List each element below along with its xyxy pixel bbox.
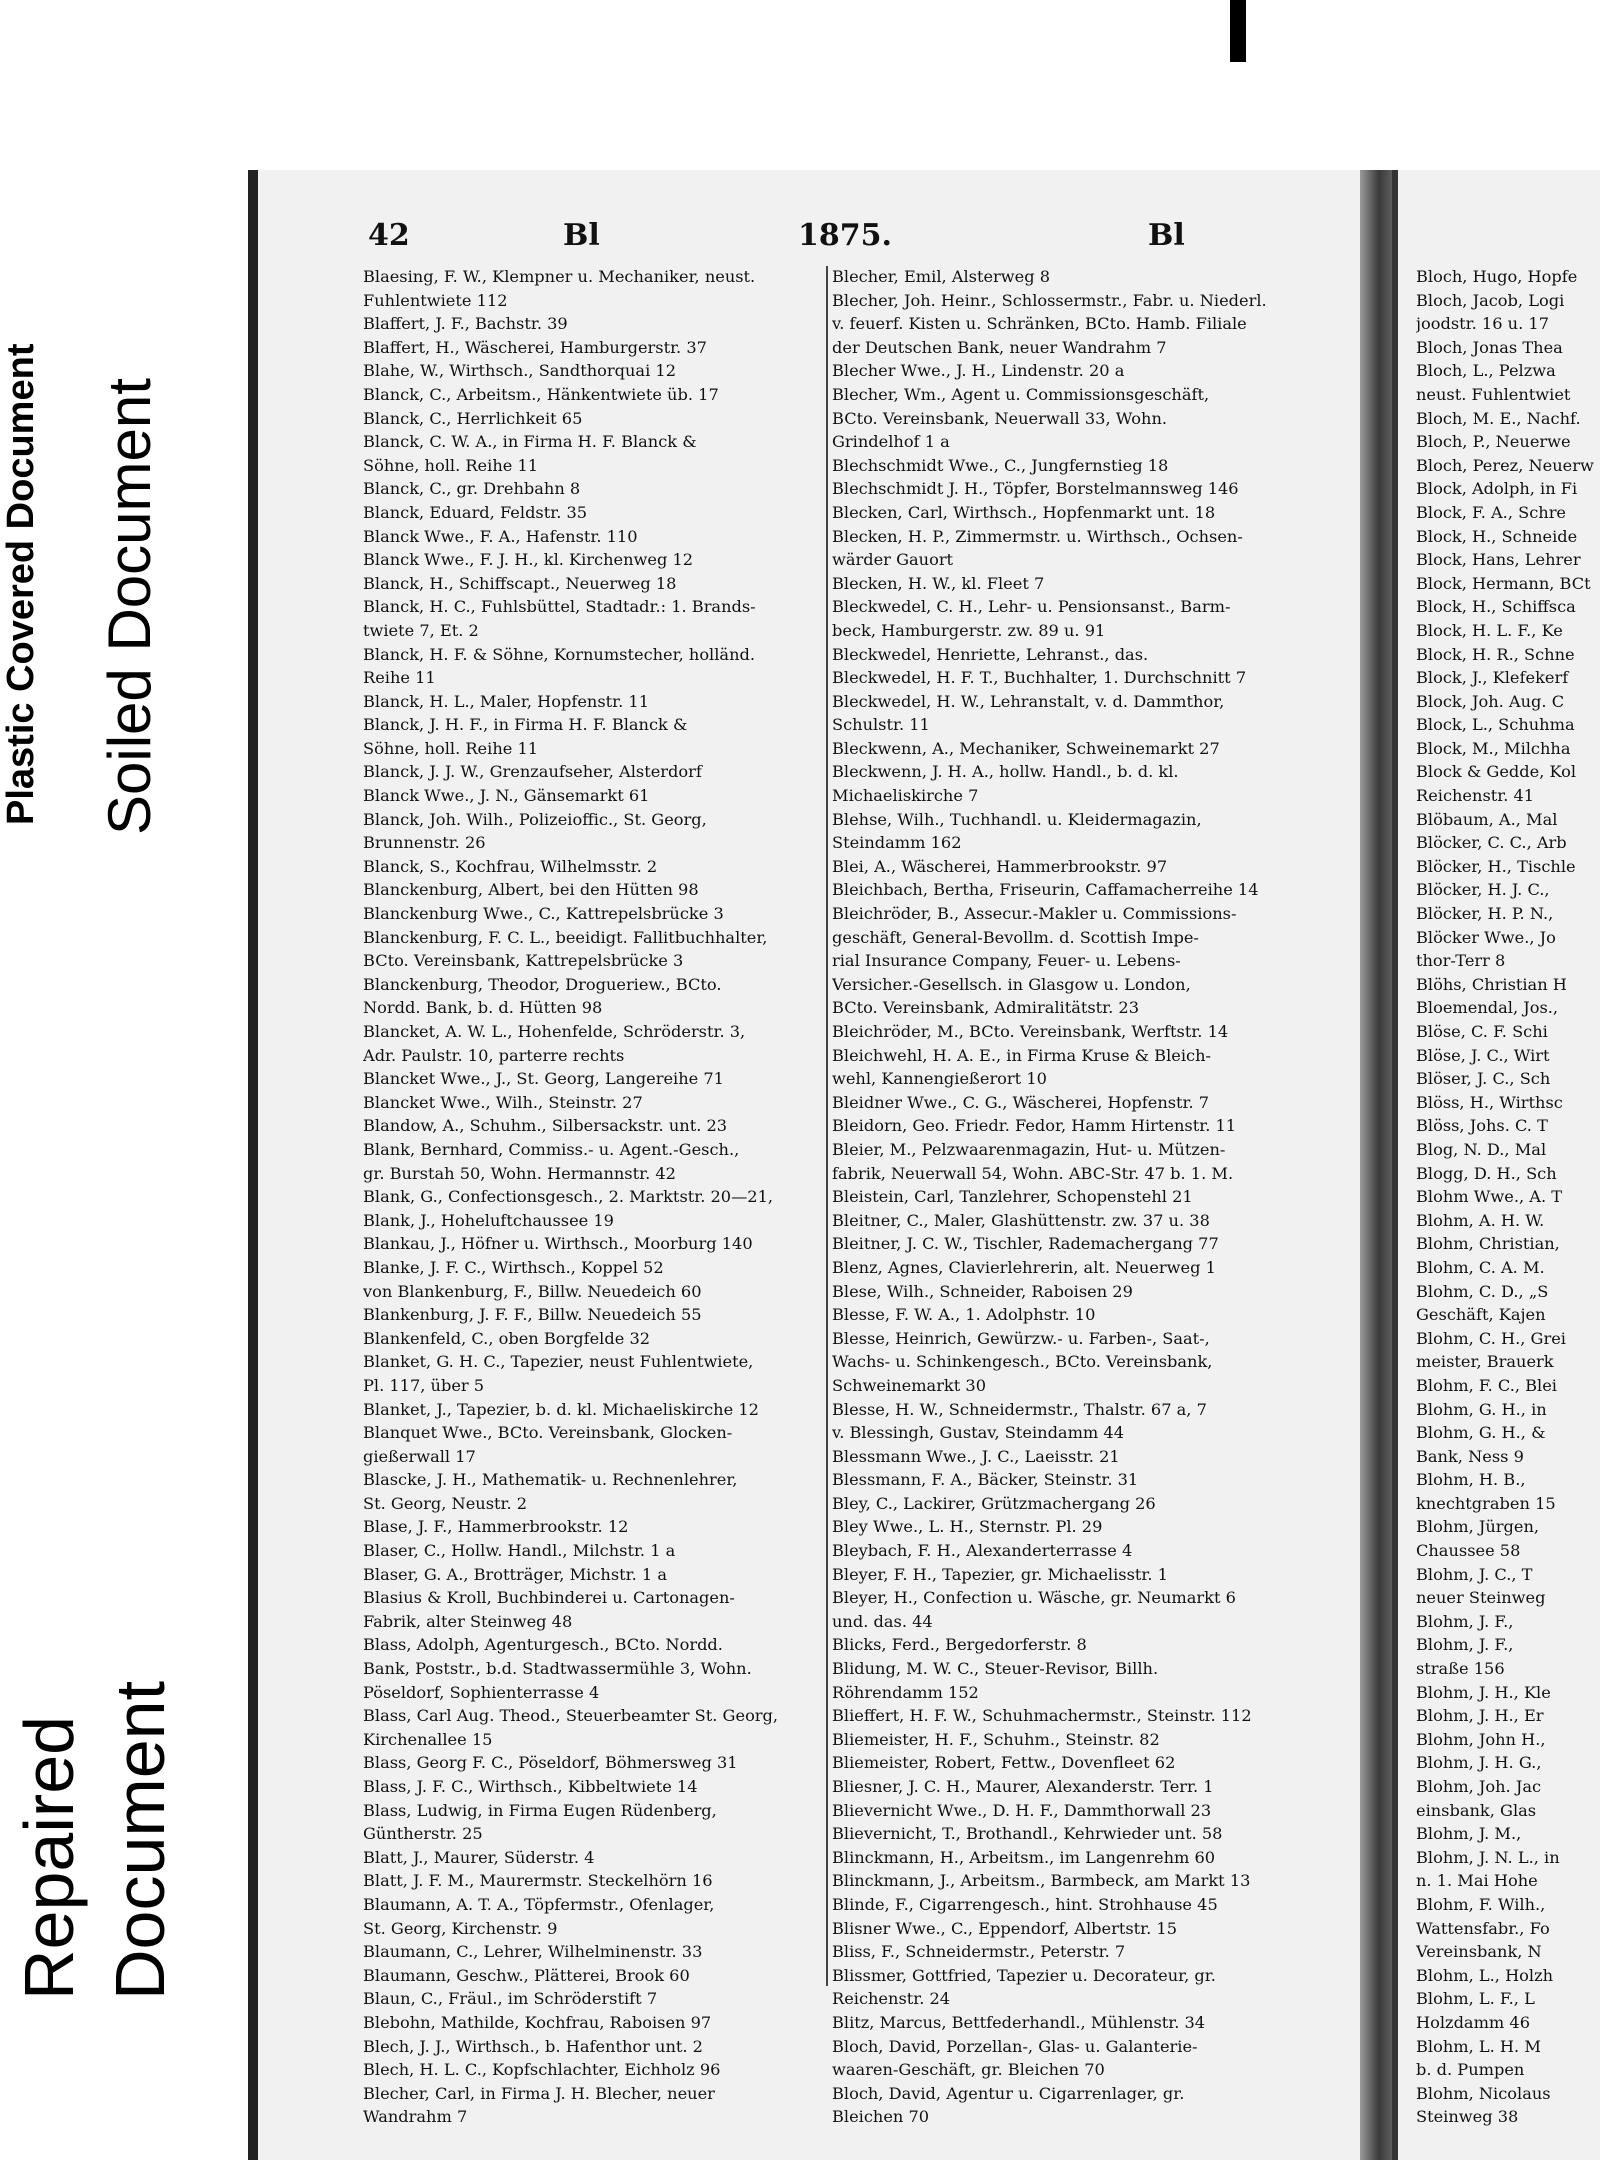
- directory-entry: Blanket, J., Tapezier, b. d. kl. Michaeliskirche 12: [363, 1399, 759, 1419]
- directory-entry: Blanket, G. H. C., Tapezier, neust Fuhlentwiete,: [363, 1352, 754, 1372]
- directory-entry: Blöcker, H. J. C.,: [1416, 880, 1550, 900]
- directory-entry: und. das. 44: [832, 1611, 933, 1631]
- directory-entry: Bleckwedel, Henriette, Lehranst., das.: [832, 644, 1149, 664]
- directory-entry: Bleichwehl, H. A. E., in Firma Kruse & Bleich-: [832, 1045, 1211, 1065]
- directory-entry: Blech, H. L. C., Kopfschlachter, Eichholz 96: [363, 2060, 721, 2080]
- directory-entry: BCto. Vereinsbank, Neuerwall 33, Wohn.: [832, 408, 1168, 428]
- directory-entry: Blaffert, H., Wäscherei, Hamburgerstr. 37: [363, 337, 707, 357]
- directory-entry: Blohm, C. H., Grei: [1416, 1328, 1566, 1348]
- directory-entry: Blanckenburg Wwe., C., Kattrepelsbrücke 3: [363, 904, 724, 924]
- page-number: 42: [368, 218, 410, 253]
- directory-entry: Blöbaum, A., Mal: [1416, 809, 1558, 829]
- page-edge-shadow: [1230, 0, 1246, 62]
- directory-entry: Grindelhof 1 a: [832, 432, 950, 452]
- directory-entry: straße 156: [1416, 1659, 1505, 1679]
- directory-entry: Fuhlentwiete 112: [363, 290, 508, 310]
- directory-entry: Blank, G., Confectionsgesch., 2. Marktstr. 20—21,: [363, 1187, 774, 1207]
- directory-entry: Bloch, Hugo, Hopfe: [1416, 267, 1578, 286]
- directory-entry: Bleichbach, Bertha, Friseurin, Caffamacherreihe 14: [832, 880, 1259, 900]
- directory-entry: Blanck, Joh. Wilh., Polizeioffic., St. Georg,: [363, 809, 707, 829]
- directory-entry: Blechschmidt J. H., Töpfer, Borstelmannsweg 146: [832, 479, 1239, 499]
- header-year: 1875.: [798, 218, 892, 253]
- directory-entry: Blohm, A. H. W.: [1416, 1210, 1545, 1230]
- directory-entry: Blesse, F. W. A., 1. Adolphstr. 10: [832, 1305, 1096, 1325]
- directory-entry: Bliemeister, H. F., Schuhm., Steinstr. 82: [832, 1729, 1160, 1749]
- directory-entry: Reichenstr. 24: [832, 1989, 951, 2009]
- directory-entry: Blohm, J. H. G.,: [1416, 1753, 1542, 1773]
- directory-entry: Blecher, Emil, Alsterweg 8: [832, 267, 1051, 286]
- directory-entry: Bleitner, J. C. W., Tischler, Rademachergang 77: [832, 1234, 1219, 1254]
- directory-entry: Blass, Ludwig, in Firma Eugen Rüdenberg,: [363, 1800, 717, 1820]
- directory-entry: neuer Steinweg: [1416, 1588, 1546, 1608]
- middle-column: [832, 265, 1280, 2129]
- directory-entry: BCto. Vereinsbank, Admiralitätstr. 23: [832, 998, 1140, 1018]
- directory-entry: Bloch, David, Porzellan-, Glas- u. Galanterie-: [832, 2036, 1198, 2056]
- header-left-key: Bl: [563, 218, 600, 253]
- directory-entry: Blanck, H., Schiffscapt., Neuerweg 18: [363, 573, 677, 593]
- directory-entry: Wandrahm 7: [363, 2107, 468, 2127]
- directory-entry: Blohm, J. M.,: [1416, 1824, 1522, 1844]
- directory-entry: Blass, Carl Aug. Theod., Steuerbeamter St. Georg,: [363, 1706, 779, 1726]
- directory-entry: Blass, Adolph, Agenturgesch., BCto. Nordd.: [363, 1635, 723, 1655]
- directory-entry: n. 1. Mai Hohe: [1416, 1871, 1538, 1891]
- directory-entry: Blanck, J. H. F., in Firma H. F. Blanck &: [363, 715, 688, 735]
- directory-entry: Söhne, holl. Reihe 11: [363, 455, 539, 475]
- directory-entry: Blohm, G. H., &: [1416, 1423, 1546, 1443]
- directory-entry: Reichenstr. 41: [1416, 786, 1535, 806]
- directory-entry: Blanck, H. F. & Söhne, Kornumstecher, holländ.: [363, 644, 755, 664]
- directory-entry: Blecher, Wm., Agent u. Commissionsgeschäft,: [832, 384, 1210, 404]
- directory-entry: Blohm, J. F.,: [1416, 1611, 1514, 1631]
- directory-entry: Blohm, J. C., T: [1416, 1564, 1533, 1584]
- directory-entry: Güntherstr. 25: [363, 1824, 483, 1844]
- directory-entry: Blohm, J. F.,: [1416, 1635, 1514, 1655]
- directory-entry: Blanck, C., Herrlichkeit 65: [363, 408, 583, 428]
- directory-entry: Blatt, J. F. M., Maurermstr. Steckelhörn 16: [363, 1871, 713, 1891]
- directory-entry: b. d. Pumpen: [1416, 2060, 1525, 2080]
- directory-entry: Blohm, Nicolaus: [1416, 2083, 1551, 2103]
- directory-entry: Blohm, J. H., Kle: [1416, 1682, 1551, 1702]
- directory-entry: Steindamm 162: [832, 833, 962, 853]
- directory-entry: Blanck Wwe., J. N., Gänsemarkt 61: [363, 786, 650, 806]
- directory-entry: Holzdamm 46: [1416, 2012, 1531, 2032]
- directory-entry: Blasius & Kroll, Buchbinderei u. Cartonagen-: [363, 1588, 735, 1608]
- directory-entry: Bleckwenn, J. H. A., hollw. Handl., b. d. kl.: [832, 762, 1179, 782]
- directory-entry: Blech, J. J., Wirthsch., b. Hafenthor unt. 2: [363, 2036, 703, 2056]
- directory-entry: Bank, Poststr., b.d. Stadtwassermühle 3, Wohn.: [363, 1659, 752, 1679]
- directory-entry: Blohm, J. H., Er: [1416, 1706, 1544, 1726]
- directory-entry: Blanckenburg, Albert, bei den Hütten 98: [363, 880, 699, 900]
- directory-entry: Blanck, S., Kochfrau, Wilhelmsstr. 2: [363, 856, 658, 876]
- directory-entry: Schulstr. 11: [832, 715, 930, 735]
- directory-entry: St. Georg, Kirchenstr. 9: [363, 1918, 558, 1938]
- directory-entry: Blohm, F. Wilh.,: [1416, 1894, 1546, 1914]
- directory-entry: Blöcker, H. P. N.,: [1416, 904, 1554, 924]
- directory-entry: Blieffert, H. F. W., Schuhmachermstr., Steinstr. 112: [832, 1706, 1252, 1726]
- directory-entry: Bliesner, J. C. H., Maurer, Alexanderstr. Terr. 1: [832, 1777, 1214, 1796]
- directory-entry: Blese, Wilh., Schneider, Raboisen 29: [832, 1281, 1133, 1301]
- directory-entry: von Blankenburg, F., Billw. Neuedeich 60: [363, 1281, 702, 1301]
- directory-entry: Blohm, Jürgen,: [1416, 1517, 1540, 1537]
- directory-entry: Bleichröder, B., Assecur.-Makler u. Commissions-: [832, 904, 1237, 924]
- directory-entry: Blöse, J. C., Wirt: [1416, 1045, 1550, 1065]
- directory-entry: Blancket Wwe., J., St. Georg, Langereihe 71: [363, 1069, 724, 1089]
- directory-entry: joodstr. 16 u. 17: [1416, 314, 1549, 334]
- soiled-document-label: Soiled Document: [96, 378, 163, 835]
- directory-entry: Blanck, C., Arbeitsm., Hänkentwiete üb. 17: [363, 384, 719, 404]
- directory-entry: Block, H., Schneide: [1416, 526, 1578, 546]
- directory-entry: Blankenfeld, C., oben Borgfelde 32: [363, 1328, 651, 1348]
- directory-entry: Blass, Georg F. C., Pöseldorf, Böhmersweg 31: [363, 1753, 738, 1773]
- directory-entry: Blanck, Eduard, Feldstr. 35: [363, 502, 588, 522]
- directory-entry: Block, L., Schuhma: [1416, 715, 1575, 735]
- directory-entry: Bloch, Jonas Thea: [1416, 337, 1563, 357]
- directory-entry: Chaussee 58: [1416, 1541, 1521, 1561]
- directory-entry: Blandow, A., Schuhm., Silbersackstr. unt. 23: [363, 1116, 728, 1136]
- directory-entry: Blohm, L. F., L: [1416, 1989, 1535, 2009]
- directory-entry: Blitz, Marcus, Bettfederhandl., Mühlenstr. 34: [832, 2012, 1206, 2032]
- left-column: [363, 265, 821, 2129]
- directory-entry: Bleidorn, Geo. Friedr. Fedor, Hamm Hirtenstr. 11: [832, 1116, 1237, 1136]
- directory-entry: Blecher, Carl, in Firma J. H. Blecher, neuer: [363, 2083, 715, 2103]
- directory-entry: Blecken, H. W., kl. Fleet 7: [832, 573, 1045, 593]
- directory-entry: Blecken, Carl, Wirthsch., Hopfenmarkt unt. 18: [832, 502, 1216, 522]
- directory-entry: Blogg, D. H., Sch: [1416, 1163, 1557, 1183]
- directory-entry: Bloemendal, Jos.,: [1416, 998, 1559, 1018]
- directory-entry: Fabrik, alter Steinweg 48: [363, 1611, 573, 1631]
- directory-entry: Blöcker, C. C., Arb: [1416, 833, 1567, 853]
- directory-entry: Bleckwedel, H. F. T., Buchhalter, 1. Durchschnitt 7: [832, 668, 1247, 688]
- directory-entry: Michaeliskirche 7: [832, 786, 979, 806]
- directory-entry: Bliss, F., Schneidermstr., Peterstr. 7: [832, 1942, 1126, 1962]
- directory-entry: meister, Brauerk: [1416, 1352, 1554, 1372]
- directory-entry: Blaun, C., Fräul., im Schröderstift 7: [363, 1989, 658, 2009]
- directory-entry: Steinweg 38: [1416, 2107, 1519, 2127]
- directory-entry: Blechschmidt Wwe., C., Jungfernstieg 18: [832, 455, 1169, 475]
- directory-entry: knechtgraben 15: [1416, 1493, 1556, 1513]
- directory-entry: neust. Fuhlentwiet: [1416, 384, 1571, 404]
- directory-entry: Blievernicht Wwe., D. H. F., Dammthorwall 23: [832, 1800, 1212, 1820]
- directory-entry: Blinckmann, H., Arbeitsm., im Langenrehm 60: [832, 1847, 1216, 1867]
- directory-entry: Blöser, J. C., Sch: [1416, 1069, 1551, 1089]
- repaired-label: Repaired: [10, 1715, 88, 2000]
- directory-entry: einsbank, Glas: [1416, 1800, 1537, 1820]
- directory-entry: Brunnenstr. 26: [363, 833, 486, 853]
- directory-entry: Blöss, H., Wirthsc: [1416, 1092, 1563, 1112]
- directory-entry: Blancket Wwe., Wilh., Steinstr. 27: [363, 1092, 643, 1112]
- directory-entry: Bleitner, C., Maler, Glashüttenstr. zw. 37 u. 38: [832, 1210, 1210, 1230]
- directory-entry: Bloch, L., Pelzwa: [1416, 361, 1556, 381]
- directory-entry: Bleistein, Carl, Tanzlehrer, Schopenstehl 21: [832, 1187, 1193, 1207]
- directory-entry: Blanck, J. J. W., Grenzaufseher, Alsterdorf: [363, 762, 702, 782]
- directory-entry: Blascke, J. H., Mathematik- u. Rechnenlehrer,: [363, 1470, 738, 1490]
- directory-entry: St. Georg, Neustr. 2: [363, 1493, 528, 1513]
- directory-entry: Blohm, L. H. M: [1416, 2036, 1541, 2056]
- directory-entry: Pöseldorf, Sophienterrasse 4: [363, 1682, 600, 1702]
- directory-entry: Bleichen 70: [832, 2107, 930, 2127]
- directory-entry: Block, J., Klefekerf: [1416, 668, 1569, 688]
- directory-entry: Blahe, W., Wirthsch., Sandthorquai 12: [363, 361, 676, 381]
- directory-entry: Blancket, A. W. L., Hohenfelde, Schröderstr. 3,: [363, 1022, 746, 1041]
- directory-entry: Bliemeister, Robert, Fettw., Dovenfleet 62: [832, 1753, 1176, 1773]
- directory-entry: Bloch, Jacob, Logi: [1416, 290, 1565, 310]
- directory-entry: Bloch, M. E., Nachf.: [1416, 408, 1581, 428]
- directory-entry: Bloch, Perez, Neuerw: [1416, 455, 1594, 475]
- directory-entry: BCto. Vereinsbank, Kattrepelsbrücke 3: [363, 951, 684, 971]
- directory-entry: Blei, A., Wäscherei, Hammerbrookstr. 97: [832, 856, 1168, 876]
- right-page-column: [1416, 265, 1600, 2129]
- directory-entry: gr. Burstah 50, Wohn. Hermannstr. 42: [363, 1163, 676, 1183]
- directory-entry: Bley, C., Lackirer, Grützmachergang 26: [832, 1493, 1156, 1513]
- directory-entry: Blank, J., Hoheluftchaussee 19: [363, 1210, 614, 1230]
- directory-entry: Röhrendamm 152: [832, 1682, 979, 1702]
- directory-entry: Bleckwedel, C. H., Lehr- u. Pensionsanst., Barm-: [832, 597, 1231, 617]
- directory-entry: v. feuerf. Kisten u. Schränken, BCto. Hamb. Filiale: [832, 314, 1247, 334]
- directory-entry: Blanck, C., gr. Drehbahn 8: [363, 479, 581, 499]
- directory-entry: twiete 7, Et. 2: [363, 620, 479, 640]
- directory-entry: Blanquet Wwe., BCto. Vereinsbank, Glocken-: [363, 1423, 733, 1443]
- directory-entry: Blaser, G. A., Brotträger, Michstr. 1 a: [363, 1564, 668, 1584]
- directory-entry: Block & Gedde, Kol: [1416, 762, 1577, 782]
- directory-entry: Adr. Paulstr. 10, parterre rechts: [363, 1045, 625, 1065]
- directory-entry: Blecken, H. P., Zimmermstr. u. Wirthsch., Ochsen-: [832, 526, 1243, 546]
- directory-entry: Blinde, F., Cigarrengesch., hint. Strohhause 45: [832, 1894, 1218, 1914]
- directory-entry: Blinckmann, J., Arbeitsm., Barmbeck, am Markt 13: [832, 1871, 1251, 1891]
- side-labels: [0, 0, 250, 2177]
- directory-entry: Geschäft, Kajen: [1416, 1305, 1546, 1325]
- directory-entry: Blöcker, H., Tischle: [1416, 856, 1576, 876]
- directory-entry: Blaser, C., Hollw. Handl., Milchstr. 1 a: [363, 1541, 676, 1561]
- repaired-document-label: Document: [101, 1680, 179, 2000]
- directory-entry: Blohm, H. B.,: [1416, 1470, 1526, 1490]
- directory-entry: Blecher Wwe., J. H., Lindenstr. 20 a: [832, 361, 1125, 381]
- directory-entry: Blank, Bernhard, Commiss.- u. Agent.-Gesch.,: [363, 1139, 740, 1159]
- column-divider: [826, 266, 828, 1986]
- directory-entry: thor-Terr 8: [1416, 951, 1506, 971]
- directory-entry: Bley Wwe., L. H., Sternstr. Pl. 29: [832, 1517, 1103, 1537]
- directory-entry: Bleier, M., Pelzwaarenmagazin, Hut- u. Mützen-: [832, 1139, 1226, 1159]
- directory-entry: Blesse, H. W., Schneidermstr., Thalstr. 67 a, 7: [832, 1399, 1207, 1419]
- directory-entry: Blessmann Wwe., J. C., Laeisstr. 21: [832, 1446, 1120, 1466]
- directory-entry: Blievernicht, T., Brothandl., Kehrwieder unt. 58: [832, 1824, 1223, 1844]
- directory-entry: Bloch, David, Agentur u. Cigarrenlager, gr.: [832, 2083, 1185, 2103]
- directory-entry: Blicks, Ferd., Bergedorferstr. 8: [832, 1635, 1087, 1655]
- directory-entry: Block, H. L. F., Ke: [1416, 620, 1563, 640]
- directory-entry: Blanck Wwe., F. A., Hafenstr. 110: [363, 526, 638, 546]
- directory-entry: Blohm, J. N. L., in: [1416, 1847, 1560, 1867]
- directory-entry: Blebohn, Mathilde, Kochfrau, Raboisen 97: [363, 2012, 712, 2032]
- directory-entry: Blanke, J. F. C., Wirthsch., Koppel 52: [363, 1257, 664, 1277]
- directory-entry: Blaesing, F. W., Klempner u. Mechaniker, neust.: [363, 267, 756, 286]
- directory-entry: Söhne, holl. Reihe 11: [363, 738, 539, 758]
- directory-entry: Blöhs, Christian H: [1416, 974, 1567, 994]
- directory-entry: Kirchenallee 15: [363, 1729, 493, 1749]
- directory-entry: Blanck, H. C., Fuhlsbüttel, Stadtadr.: 1. Brands-: [363, 597, 756, 617]
- directory-entry: Blohm, John H.,: [1416, 1729, 1546, 1749]
- directory-entry: Blass, J. F. C., Wirthsch., Kibbeltwiete 14: [363, 1777, 698, 1796]
- directory-entry: Blöss, Johs. C. T: [1416, 1116, 1548, 1136]
- directory-entry: Schweinemarkt 30: [832, 1375, 986, 1395]
- directory-entry: Blankau, J., Höfner u. Wirthsch., Moorburg 140: [363, 1234, 753, 1254]
- directory-entry: Blase, J. F., Hammerbrookstr. 12: [363, 1517, 629, 1537]
- directory-entry: Block, M., Milchha: [1416, 738, 1571, 758]
- directory-entry: Blöse, C. F. Schi: [1416, 1022, 1548, 1041]
- directory-entry: Bleidner Wwe., C. G., Wäscherei, Hopfenstr. 7: [832, 1092, 1210, 1112]
- directory-entry: Bank, Ness 9: [1416, 1446, 1524, 1466]
- directory-entry: Block, F. A., Schre: [1416, 502, 1567, 522]
- directory-entry: Blenz, Agnes, Clavierlehrerin, alt. Neuerweg 1: [832, 1257, 1216, 1277]
- directory-entry: beck, Hamburgerstr. zw. 89 u. 91: [832, 620, 1106, 640]
- directory-entry: gießerwall 17: [363, 1446, 476, 1466]
- directory-entry: Nordd. Bank, b. d. Hütten 98: [363, 998, 603, 1018]
- directory-entry: Blankenburg, J. F. F., Billw. Neuedeich 55: [363, 1305, 702, 1325]
- directory-entry: Bleckwedel, H. W., Lehranstalt, v. d. Dammthor,: [832, 691, 1225, 711]
- directory-entry: Blöcker Wwe., Jo: [1416, 927, 1556, 947]
- directory-entry: Wachs- u. Schinkengesch., BCto. Vereinsbank,: [832, 1352, 1213, 1372]
- directory-entry: geschäft, General-Bevollm. d. Scottish Impe-: [832, 927, 1199, 947]
- directory-entry: Blohm, F. C., Blei: [1416, 1375, 1557, 1395]
- directory-entry: Block, Hans, Lehrer: [1416, 550, 1581, 570]
- directory-entry: Blanckenburg, F. C. L., beeidigt. Fallitbuchhalter,: [363, 927, 768, 947]
- directory-entry: Vereinsbank, N: [1416, 1942, 1542, 1962]
- directory-entry: Blaumann, C., Lehrer, Wilhelminenstr. 33: [363, 1942, 703, 1962]
- directory-entry: rial Insurance Company, Feuer- u. Lebens-: [832, 951, 1181, 971]
- directory-entry: Bloch, P., Neuerwe: [1416, 432, 1571, 452]
- directory-entry: Blohm, L., Holzh: [1416, 1965, 1554, 1985]
- facing-page: [1392, 170, 1600, 2160]
- header-right-key: Bl: [1148, 218, 1185, 253]
- directory-entry: Bleckwenn, A., Mechaniker, Schweinemarkt 27: [832, 738, 1220, 758]
- directory-entry: Bleichröder, M., BCto. Vereinsbank, Werftstr. 14: [832, 1022, 1229, 1041]
- directory-entry: Blatt, J., Maurer, Süderstr. 4: [363, 1847, 595, 1867]
- scanned-page: [248, 170, 1370, 2160]
- directory-entry: Blessmann, F. A., Bäcker, Steinstr. 31: [832, 1470, 1139, 1490]
- directory-entry: Blohm, C. A. M.: [1416, 1257, 1545, 1277]
- directory-entry: Blehse, Wilh., Tuchhandl. u. Kleidermagazin,: [832, 809, 1202, 829]
- directory-entry: Bleyer, H., Confection u. Wäsche, gr. Neumarkt 6: [832, 1588, 1236, 1608]
- directory-entry: wehl, Kannengießerort 10: [832, 1069, 1047, 1089]
- directory-entry: Block, Adolph, in Fi: [1416, 479, 1578, 499]
- directory-entry: Blog, N. D., Mal: [1416, 1139, 1547, 1159]
- directory-entry: Blaffert, J. F., Bachstr. 39: [363, 314, 568, 334]
- directory-entry: Versicher.-Gesellsch. in Glasgow u. London,: [832, 974, 1191, 994]
- directory-entry: wärder Gauort: [832, 550, 954, 570]
- directory-entry: Block, H. R., Schne: [1416, 644, 1575, 664]
- directory-entry: Bleybach, F. H., Alexanderterrasse 4: [832, 1541, 1133, 1561]
- directory-entry: Blanck, H. L., Maler, Hopfenstr. 11: [363, 691, 650, 711]
- directory-entry: Blesse, Heinrich, Gewürzw.- u. Farben-, Saat-,: [832, 1328, 1210, 1348]
- directory-entry: Block, Joh. Aug. C: [1416, 691, 1565, 711]
- directory-entry: Blanckenburg, Theodor, Drogueriew., BCto.: [363, 974, 722, 994]
- directory-entry: Blisner Wwe., C., Eppendorf, Albertstr. 15: [832, 1918, 1178, 1938]
- page-header: [368, 218, 1328, 258]
- directory-entry: Block, H., Schiffsca: [1416, 597, 1576, 617]
- directory-entry: Blaumann, A. T. A., Töpfermstr., Ofenlager,: [363, 1894, 715, 1914]
- directory-entry: Blohm Wwe., A. T: [1416, 1187, 1563, 1207]
- directory-entry: Blanck, C. W. A., in Firma H. F. Blanck &: [363, 432, 697, 452]
- directory-entry: Pl. 117, über 5: [363, 1375, 485, 1395]
- directory-entry: Blohm, C. D., „S: [1416, 1281, 1549, 1301]
- directory-entry: Blidung, M. W. C., Steuer-Revisor, Billh.: [832, 1659, 1159, 1679]
- directory-entry: waaren-Geschäft, gr. Bleichen 70: [832, 2060, 1105, 2080]
- directory-entry: Reihe 11: [363, 668, 436, 688]
- directory-entry: v. Blessingh, Gustav, Steindamm 44: [832, 1423, 1125, 1443]
- directory-entry: der Deutschen Bank, neuer Wandrahm 7: [832, 337, 1167, 357]
- directory-entry: Blaumann, Geschw., Plätterei, Brook 60: [363, 1965, 690, 1985]
- directory-entry: Wattensfabr., Fo: [1416, 1918, 1550, 1938]
- directory-entry: Blissmer, Gottfried, Tapezier u. Decorateur, gr.: [832, 1965, 1216, 1985]
- directory-entry: Blanck Wwe., F. J. H., kl. Kirchenweg 12: [363, 550, 694, 570]
- directory-entry: Block, Hermann, BCt: [1416, 573, 1591, 593]
- directory-entry: Blecher, Joh. Heinr., Schlossermstr., Fabr. u. Niederl.: [832, 290, 1267, 310]
- directory-entry: Blohm, G. H., in: [1416, 1399, 1547, 1419]
- directory-entry: Blohm, Joh. Jac: [1416, 1777, 1542, 1796]
- directory-entry: Blohm, Christian,: [1416, 1234, 1560, 1254]
- directory-entry: Bleyer, F. H., Tapezier, gr. Michaelisstr. 1: [832, 1564, 1168, 1584]
- plastic-covered-label: Plastic Covered Document: [0, 343, 42, 825]
- directory-entry: fabrik, Neuerwall 54, Wohn. ABC-Str. 47 b. 1. M.: [832, 1163, 1234, 1183]
